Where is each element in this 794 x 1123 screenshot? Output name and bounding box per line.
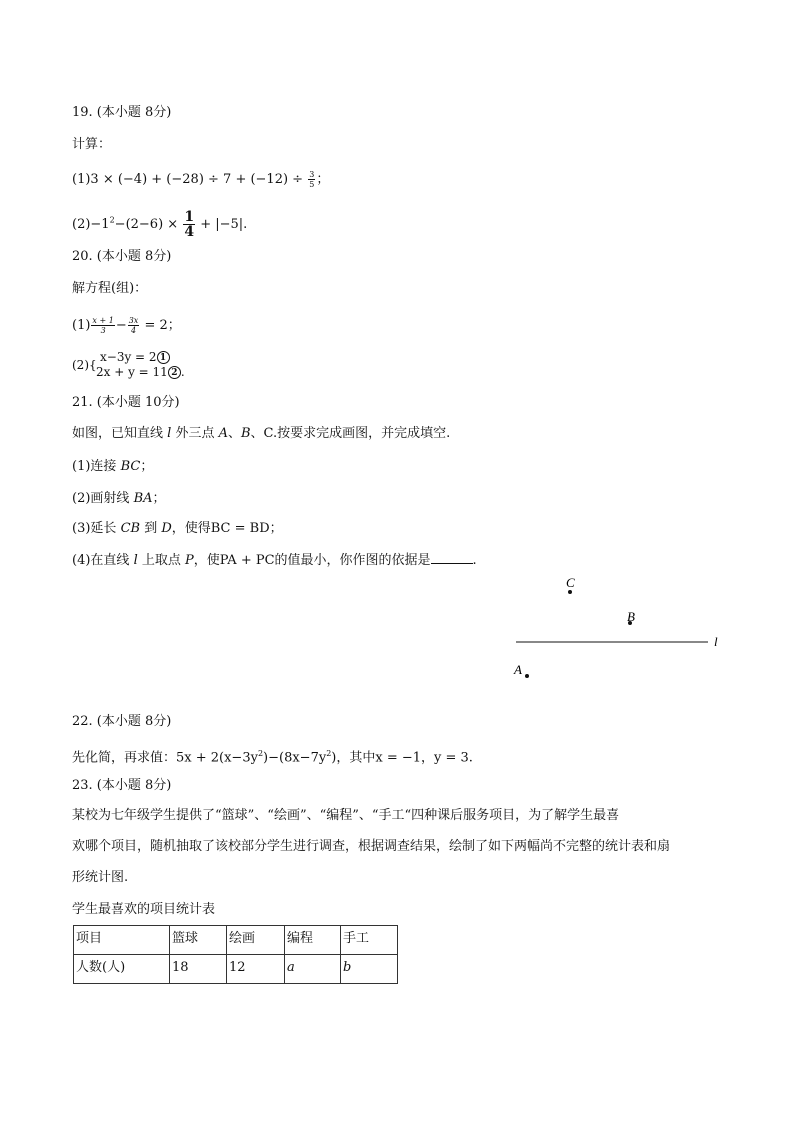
text: 、: [227, 426, 241, 441]
q19-header: 19. (本小题 8分): [72, 105, 172, 120]
q21-step4: [72, 551, 477, 570]
q19-p2-mid: −(2−6) ×: [114, 217, 183, 232]
q20-p1-fraction2: [128, 316, 140, 335]
text: (1)连接: [72, 459, 121, 474]
table-header-cell: 篮球: [170, 926, 227, 955]
q20-part1: [72, 316, 181, 335]
text: 先化简，再求值：5x + 2(x−3y: [72, 750, 258, 766]
text: )−(8x−7y: [263, 750, 327, 766]
q19-part1: [72, 170, 329, 189]
label-l: l: [714, 634, 718, 649]
q23-header: 23. (本小题 8分): [72, 778, 172, 793]
q21-intro: [72, 425, 450, 443]
point-C: [568, 590, 572, 594]
table-header-cell: 手工: [341, 926, 398, 955]
var-P: P: [185, 553, 194, 568]
q20-p1-suffix: = 2；: [140, 318, 181, 333]
table-row: [74, 955, 398, 984]
q23-para-line3: 形统计图.: [72, 870, 129, 885]
table-header-cell: 绘画: [227, 926, 285, 955]
table-cell: 18: [170, 955, 227, 984]
frac-num: 3x: [128, 316, 139, 325]
q19-part2: [72, 210, 247, 239]
text: ，使PA + PC的值最小，你作图的依据是: [193, 553, 431, 568]
q19-p2-exponent: 2: [109, 215, 115, 225]
text: 外三点: [171, 426, 219, 441]
table-header-row: [74, 926, 398, 955]
label-A: A: [514, 662, 522, 677]
q19-p1-fraction: [308, 170, 315, 189]
table-header-cell: 编程: [285, 926, 341, 955]
q20-p1-fraction1: [91, 316, 114, 335]
q19-instruction: 计算：: [72, 137, 112, 152]
text: ；: [152, 491, 166, 506]
text: 到: [140, 521, 162, 536]
q23-para-line1: 某校为七年级学生提供了“篮球”、“绘画”、“编程”、“手工“四种课后服务项目，为了解学生最喜: [72, 808, 620, 823]
q21-step2: [72, 490, 166, 508]
q20-p1-minus: −: [115, 318, 127, 333]
var-A: A: [218, 426, 228, 441]
text: 上取点: [137, 553, 185, 568]
q23-stats-table: [73, 925, 398, 984]
table-cell: 12: [227, 955, 285, 984]
frac-den: 3: [100, 326, 106, 335]
q22-header: 22. (本小题 8分): [72, 714, 172, 729]
q20-p2-suffix: .: [180, 365, 185, 379]
q21-header: 21. (本小题 10分): [72, 395, 180, 410]
frac-den: 4: [184, 224, 195, 240]
table-cell: b: [341, 955, 398, 984]
q21-figure: [500, 570, 740, 690]
frac-num: x + 1: [92, 316, 114, 325]
var-B: B: [240, 426, 251, 441]
q20-p2-eq2: [96, 366, 185, 379]
var-BC: BC: [120, 459, 141, 474]
point-A: [525, 674, 529, 678]
text: ，使得BC = BD；: [171, 521, 283, 536]
text: (4)在直线: [72, 553, 134, 568]
q20-instruction: 解方程(组)：: [72, 281, 148, 296]
q20-header: 20. (本小题 8分): [72, 249, 172, 264]
var-l: l: [167, 426, 172, 441]
text: )，其中x = −1，y = 3.: [331, 750, 473, 766]
q19-p2-fraction: [183, 210, 195, 239]
q20-p2-eq1: [100, 351, 170, 364]
var-D: D: [161, 521, 172, 536]
var-CB: CB: [120, 521, 141, 536]
circled-2-icon: 2: [168, 366, 181, 379]
q20-p1-prefix: (1): [72, 318, 91, 333]
q19-p2-suffix: + |−5|.: [196, 217, 248, 232]
frac-num: 3: [309, 170, 315, 179]
frac-den: 4: [130, 326, 137, 335]
text: 如图，已知直线: [72, 426, 168, 441]
circled-1-icon: 1: [157, 351, 170, 364]
q23-table-title: 学生最喜欢的项目统计表: [72, 902, 216, 917]
table-cell: a: [285, 955, 341, 984]
label-B: B: [627, 609, 635, 624]
q19-p1-text: (1)3 × (−4) + (−28) ÷ 7 + (−12) ÷: [72, 172, 308, 187]
q19-p2-text: (2)−1: [72, 217, 110, 232]
q23-para-line2: 欢哪个项目，随机抽取了该校部分学生进行调查，根据调查结果，绘制了如下两幅尚不完整的统计表和扇: [72, 839, 671, 854]
text: (3)延长: [72, 521, 121, 536]
exponent: 2: [257, 749, 264, 758]
text: 、C.按要求完成画图，并完成填空.: [250, 426, 451, 441]
table-header-cell: 项目: [74, 926, 170, 955]
q21-step1: [72, 458, 153, 476]
q22-body: [72, 745, 473, 767]
var-BA: BA: [133, 491, 153, 506]
frac-num: 1: [184, 209, 195, 225]
text: (2)画射线: [72, 491, 134, 506]
frac-den: 5: [309, 180, 315, 189]
table-cell: 人数(人): [74, 955, 170, 984]
q20-p2-prefix: (2){: [72, 358, 97, 372]
eq1-text: x−3y = 2: [100, 350, 157, 364]
q19-p1-suffix: ；: [316, 172, 330, 187]
var-l: l: [133, 553, 138, 568]
answer-blank: [431, 551, 473, 564]
q21-step3: [72, 520, 283, 538]
eq2-text: 2x + y = 11: [96, 365, 168, 379]
label-C: C: [566, 575, 575, 590]
text: ；: [140, 459, 154, 474]
exponent: 2: [326, 749, 332, 758]
text: .: [472, 553, 477, 568]
